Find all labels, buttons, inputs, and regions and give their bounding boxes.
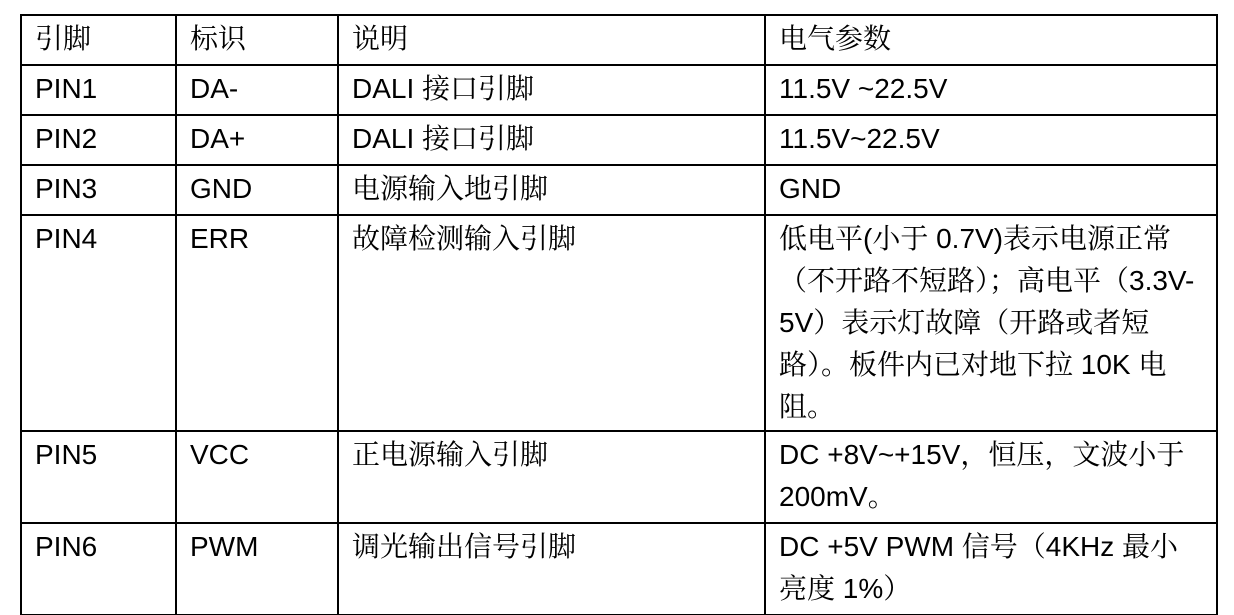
cell-label: DA+ [176,115,338,165]
cell-params: 11.5V~22.5V [765,115,1217,165]
cell-description: 正电源输入引脚 [338,431,765,523]
cell-label: DA- [176,65,338,115]
cell-description: 调光输出信号引脚 [338,523,765,615]
cell-pin: PIN2 [21,115,176,165]
header-cell-description: 说明 [338,15,765,65]
table-row-pin5 [21,431,1217,523]
header-cell-params: 电气参数 [765,15,1217,65]
cell-description: DALI 接口引脚 [338,115,765,165]
cell-pin: PIN3 [21,165,176,215]
table-row-pin6 [21,523,1217,615]
cell-pin: PIN6 [21,523,176,615]
table-row-pin3 [21,165,1217,215]
header-cell-label: 标识 [176,15,338,65]
header-cell-pin: 引脚 [21,15,176,65]
table-header-row [21,15,1217,65]
cell-description: DALI 接口引脚 [338,65,765,115]
table-row-pin2 [21,115,1217,165]
cell-pin: PIN5 [21,431,176,523]
cell-label: GND [176,165,338,215]
cell-label: PWM [176,523,338,615]
cell-params: DC +8V~+15V，恒压，文波小于 200mV。 [765,431,1217,523]
cell-params: 低电平(小于 0.7V)表示电源正常（不开路不短路）；高电平（3.3V-5V）表示灯故障（开路或者短路）。板件内已对地下拉 10K 电阻。 [765,215,1217,431]
cell-description: 故障检测输入引脚 [338,215,765,431]
cell-label: ERR [176,215,338,431]
cell-params: GND [765,165,1217,215]
table-row-pin1 [21,65,1217,115]
pin-definition-table [20,14,1218,615]
cell-description: 电源输入地引脚 [338,165,765,215]
cell-label: VCC [176,431,338,523]
cell-params: 11.5V ~22.5V [765,65,1217,115]
cell-params: DC +5V PWM 信号（4KHz 最小亮度 1%） [765,523,1217,615]
cell-pin: PIN4 [21,215,176,431]
table-row-pin4 [21,215,1217,431]
cell-pin: PIN1 [21,65,176,115]
